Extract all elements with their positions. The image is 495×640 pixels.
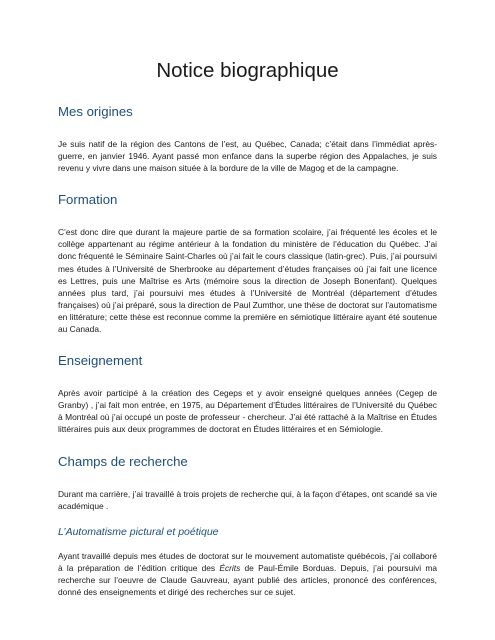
subsection-heading-automatisme: L’Automatisme pictural et poétique [58,525,219,538]
paragraph-formation: C’est donc dire que durant la majeure partie de sa formation scolaire, j’ai fréquenté les écoles et le collège appartenant au régime antérieur à la fondation du ministère de l’éducation du Québec. J’ai donc fréquenté le Séminaire Saint-Charles où j’ai fait le cours classique (latin-grec). Puis, j’ai poursuivi mes études à l’Université de Sherbrooke au département d’études françaises où j’ai fait une licence es Lettres, puis une Maîtrise es Arts (mémoire sous la direction de Joseph Bonenfant). Quelques années plus tard, j’ai poursuivi mes études à l’Université de Montréal (département d’études françaises) où j’ai préparé, sous la direction de Paul Zumthor, une thèse de doctorat sur l’automatisme en littérature; cette thèse est reconnue comme la première en sémiotique littéraire ayant été soutenue au Canada. [58,227,437,335]
paragraph-automatisme [58,550,437,598]
section-heading-formation: Formation [58,192,118,208]
section-heading-enseignement: Enseignement [58,353,143,369]
paragraph-origines: Je suis natif de la région des Cantons de l’est, au Québec, Canada; c’était dans l’immédiat après-guerre, en janvier 1946. Ayant passé mon enfance dans la superbe région des Appalaches, je suis revenu y vivre dans une maison située à la bordure de la ville de Magog et de la campagne. [58,139,437,174]
paragraph-automatisme-part2: de Paul-Émile Borduas. Depuis, j’ai poursuivi ma recherche sur l’oeuvre de Claude Gauvreau, ayant publié des articles, prononcé des conférences, donné des enseignements et dirigé des recherches sur ce sujet. [58,562,437,597]
paragraph-automatisme-part1: Ayant travaillé depuis mes études de doctorat sur le mouvement automatiste québécois, j’ai collaboré à la préparation de l’édition critique des [58,550,437,573]
paragraph-automatisme-italic: Écrits [219,562,241,573]
section-heading-origines: Mes origines [58,104,133,119]
paragraph-champs: Durant ma carrière, j’ai travaillé à trois projets de recherche qui, à la façon d’étapes, ont scandé sa vie académique . [58,488,437,511]
page-title: Notice biographique [156,59,339,82]
section-heading-champs: Champs de recherche [58,453,188,469]
paragraph-enseignement: Après avoir participé à la création des Cegeps et y avoir enseigné quelques années (Cegep de Granby) , j’ai fait mon entrée, en 1975, au Département d’Études littéraires de l’Université du Québec à Montréal où j’ai occupé un poste de professeur - chercheur. J’ai été rattaché à la Maîtrise en Études littéraires puis aux deux programmes de doctorat en Études littéraires et en Sémiologie. [58,388,437,435]
